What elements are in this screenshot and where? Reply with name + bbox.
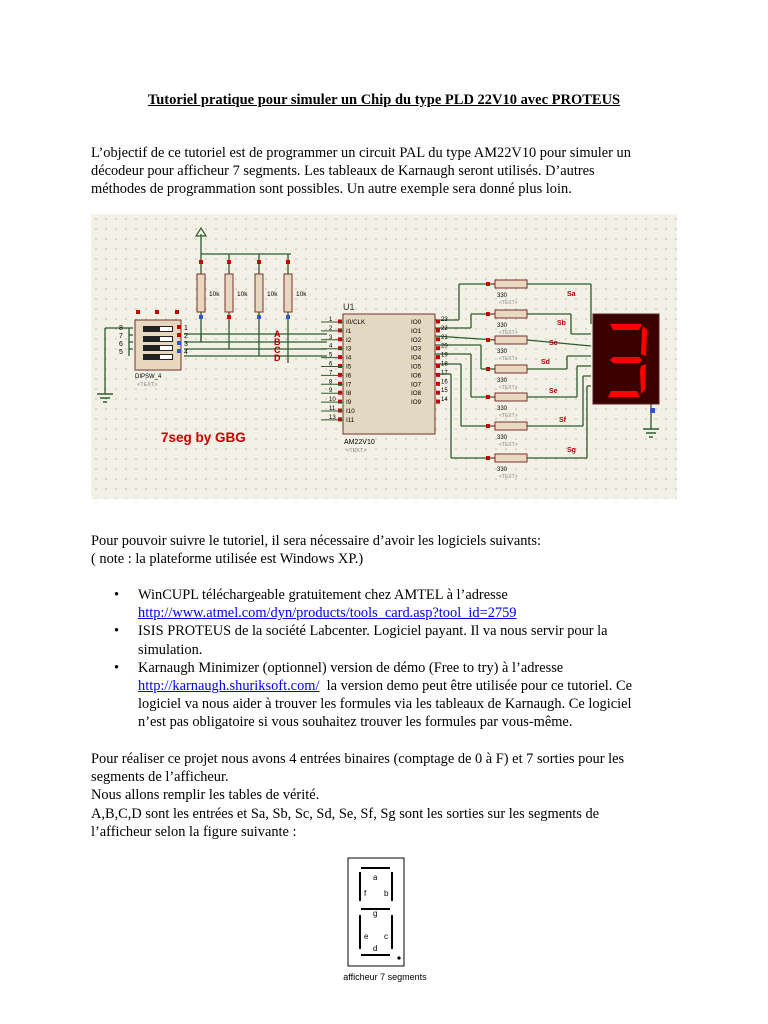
chip-pin-number: 18	[441, 361, 448, 368]
chip-pin-marker	[436, 391, 440, 395]
dip-pin-label: 4	[184, 349, 188, 356]
segment-resistor-text-tag: <TEXT>	[499, 356, 518, 362]
segment-letter-c: c	[384, 932, 388, 941]
list-item-text: ISIS PROTEUS de la société Labcenter. Logiciel payant. Il va nous servir pour la	[138, 623, 608, 640]
segment-resistor-value: 330	[497, 323, 508, 329]
chip-pin-number: 11	[329, 406, 336, 412]
segment-resistor-text-tag: <TEXT>	[499, 330, 518, 336]
prerequisites-paragraph	[91, 532, 691, 568]
chip-pin-label: I0/CLK	[346, 319, 366, 326]
list-item-text: Karnaugh Minimizer (optionnel) version de démo (Free to try) à l’adresse	[138, 659, 564, 676]
chip-pin-number: 14	[441, 397, 448, 404]
chip-pin-number: 2	[329, 325, 333, 332]
prereq-line: Pour pouvoir suivre le tutoriel, il sera nécessaire d’avoir les logiciels suivants:	[91, 533, 541, 549]
chip-pin-number: 1	[329, 317, 333, 323]
segment-output-label: Se	[549, 388, 558, 395]
chip-pin-number: 10	[329, 397, 336, 404]
intro-paragraph	[91, 144, 691, 199]
chip-pin-label: I2	[346, 336, 352, 344]
input-letter-a: A	[274, 329, 281, 339]
chip-pin-label: IO6	[411, 372, 422, 380]
chip-reference: U1	[343, 302, 355, 312]
chip-pin-label: IO0	[411, 319, 422, 326]
dip-pin-label: 3	[184, 341, 188, 348]
segment-resistor-value: 330	[497, 406, 508, 412]
segment-resistor-value: 330	[497, 349, 508, 355]
software-list	[114, 586, 674, 732]
seven-segment-display	[593, 314, 659, 413]
resistor-value-label: 10k	[209, 291, 220, 298]
segment-output-label: Sa	[567, 291, 576, 298]
chip-pin-label: I4	[346, 354, 352, 362]
segment-resistor	[495, 280, 527, 288]
chip-name: AM22V10	[344, 439, 375, 446]
chip-pin-number: 4	[329, 343, 333, 350]
chip-pin-number: 16	[441, 379, 448, 386]
segment-resistor-value: 330	[497, 467, 508, 473]
chip-pin-marker	[436, 320, 440, 324]
chip-pin-number: 8	[329, 379, 333, 386]
resistor-pin-marker	[486, 424, 490, 428]
list-item	[114, 586, 674, 622]
list-item-text: WinCUPL téléchargeable gratuitement chez AMTEL à l’adresse	[138, 587, 508, 603]
chip-pin-marker	[436, 400, 440, 404]
chip-pin-label: I1	[346, 327, 352, 335]
resistor-value-label: 10k	[237, 291, 248, 298]
list-item	[114, 659, 674, 732]
input-letter-d: D	[274, 353, 281, 363]
segment-resistor-value: 330	[497, 378, 508, 384]
chip-pin-label: IO7	[411, 381, 422, 389]
segment-output-label: Sd	[541, 359, 550, 366]
intro-line: décodeur pour afficheur 7 segments. Les tableaux de Karnaugh seront utilisés. D’autres	[91, 163, 595, 180]
chip-pin-label: IO3	[411, 345, 422, 353]
chip-pin-marker	[436, 346, 440, 350]
segment-resistor	[495, 310, 527, 318]
resistor-pin-marker	[486, 367, 490, 371]
dip-switch-name: DIPSW_4	[135, 374, 162, 380]
segment-resistor-value: 330	[497, 435, 508, 441]
chip-pin-label: IO9	[411, 399, 422, 407]
wincupl-link[interactable]: http://www.atmel.com/dyn/products/tools_card.asp?tool_id=2759	[138, 605, 517, 622]
project-line: segments de l’afficheur.	[91, 769, 229, 786]
chip-pin-label: I5	[346, 363, 352, 371]
chip-pin-label: IO4	[411, 354, 422, 362]
list-item-text: simulation.	[138, 641, 203, 658]
karnaugh-link[interactable]: http://karnaugh.shuriksoft.com/	[138, 678, 320, 695]
chip-pin-marker	[436, 337, 440, 341]
chip-pin-number: 21	[441, 334, 448, 341]
segment-letter-a: a	[373, 873, 378, 882]
resistor-pin-marker	[486, 282, 490, 286]
resistor-pin-marker	[486, 312, 490, 316]
list-item-text: n’est pas obligatoire si vous souhaitez trouver les formules par vous-même.	[138, 714, 573, 731]
prereq-line: ( note : la plateforme utilisée est Windows XP.)	[91, 551, 364, 568]
segment-output-label: Sb	[557, 320, 566, 327]
chip-pin-marker	[436, 382, 440, 386]
chip-pin-label: I7	[346, 381, 352, 389]
segment-resistor-text-tag: <TEXT>	[499, 385, 518, 391]
chip-pin-number: 23	[441, 317, 448, 323]
project-line: A,B,C,D sont les entrées et Sa, Sb, Sc, Sd, Se, Sf, Sg sont les sorties sur les segments de	[91, 805, 600, 822]
seven-segment-figure	[330, 856, 440, 988]
segment-output-label: Sg	[567, 447, 576, 454]
resistor-value-label: 10k	[296, 291, 307, 298]
chip-pin-number: 9	[329, 388, 333, 395]
segment-letter-d: d	[373, 944, 378, 953]
chip-pin-label: I6	[346, 372, 352, 380]
chip-pin-marker	[436, 328, 440, 332]
chip-pin-label: I10	[346, 408, 355, 415]
bullet-icon: •	[114, 623, 120, 640]
segment-resistor	[495, 336, 527, 344]
dip-pin-label: 8	[119, 325, 123, 332]
chip-pin-number: 22	[441, 325, 448, 332]
chip-pin-marker	[436, 364, 440, 368]
chip-pin-number: 3	[329, 334, 333, 341]
segment-resistor	[495, 422, 527, 430]
segment-resistor-value: 330	[497, 293, 508, 299]
chip-pin-marker	[338, 337, 342, 341]
intro-line: L’objectif de ce tutoriel est de programmer un circuit PAL du type AM22V10 pour simuler un	[91, 145, 631, 161]
chip-pin-label: IO1	[411, 327, 422, 335]
chip-pin-marker	[338, 382, 342, 386]
project-paragraph	[91, 750, 691, 841]
list-item	[114, 622, 674, 658]
dip-pin-label: 5	[119, 349, 123, 356]
segment-resistor	[495, 454, 527, 462]
resistor-pin-marker	[486, 456, 490, 460]
dip-pin-label: 1	[184, 325, 188, 332]
chip-pin-label: IO5	[411, 363, 422, 371]
segment-figure-caption: afficheur 7 segments	[343, 972, 427, 982]
input-letter-c: C	[274, 345, 281, 355]
chip-pin-number: 13	[329, 414, 336, 421]
segment-letter-f: f	[364, 889, 367, 898]
input-letter-b: B	[274, 337, 281, 347]
segment-resistor-text-tag: <TEXT>	[499, 442, 518, 448]
chip-pin-label: I3	[346, 345, 352, 353]
intro-line: méthodes de programmation sont possibles. Un autre exemple sera donné plus loin.	[91, 181, 572, 198]
project-line: l’afficheur selon la figure suivante :	[91, 823, 297, 840]
resistor-pin-marker	[486, 395, 490, 399]
decimal-point-icon	[397, 956, 400, 959]
chip-pin-number: 5	[329, 352, 333, 359]
chip-pin-marker	[436, 373, 440, 377]
resistor-value-label: 10k	[267, 291, 278, 298]
chip-pin-label: I11	[346, 416, 355, 424]
segment-resistor	[495, 365, 527, 373]
chip-pin-number: 19	[441, 352, 448, 359]
schematic-credit: 7seg by GBG	[161, 430, 246, 445]
list-item-text: la version demo peut être utilisée pour ce tutoriel. Ce	[319, 678, 632, 695]
bullet-icon: •	[114, 659, 120, 676]
chip-pin-number: 20	[441, 343, 448, 350]
chip-pin-label: I8	[346, 390, 352, 398]
segment-output-label: Sc	[549, 340, 558, 347]
chip-pin-number: 15	[441, 388, 448, 395]
chip-pin-label: IO8	[411, 390, 422, 398]
chip-text-tag: <TEXT>	[346, 448, 367, 454]
chip-pin-label: I9	[346, 399, 352, 407]
schematic-figure	[91, 214, 677, 499]
project-line: Nous allons remplir les tables de vérité.	[91, 787, 320, 804]
chip-pin-number: 6	[329, 361, 333, 368]
input-letters	[274, 329, 281, 363]
list-item-text: logiciel va nous aider à trouver les formules via les tableaux de Karnaugh. Ce logiciel	[138, 696, 632, 713]
resistor-pin-marker	[486, 338, 490, 342]
segment-letter-e: e	[364, 932, 369, 941]
dip-switch-text-tag: <TEXT>	[137, 382, 158, 388]
project-line: Pour réaliser ce projet nous avons 4 entrées binaires (comptage de 0 à F) et 7 sorties pour les	[91, 751, 625, 767]
chip-pin-label: IO2	[411, 336, 422, 344]
dip-pin-label: 2	[184, 333, 188, 340]
dip-pin-label: 6	[119, 341, 123, 348]
segment-letter-g: g	[373, 909, 378, 918]
segment-letter-b: b	[384, 889, 389, 898]
chip-pin-number: 17	[441, 370, 448, 377]
segment-resistor-text-tag: <TEXT>	[499, 300, 518, 306]
segment-resistor-text-tag: <TEXT>	[499, 413, 518, 419]
chip-pin-marker	[436, 355, 440, 359]
chip-pin-number: 7	[329, 370, 333, 377]
dip-pin-label: 7	[119, 333, 123, 340]
chip-pin-marker	[338, 328, 342, 332]
segment-resistor-text-tag: <TEXT>	[499, 474, 518, 480]
document-title: Tutoriel pratique pour simuler un Chip du type PLD 22V10 avec PROTEUS	[147, 92, 621, 108]
bullet-icon: •	[114, 587, 120, 603]
segment-resistor	[495, 393, 527, 401]
segment-output-label: Sf	[559, 417, 566, 424]
